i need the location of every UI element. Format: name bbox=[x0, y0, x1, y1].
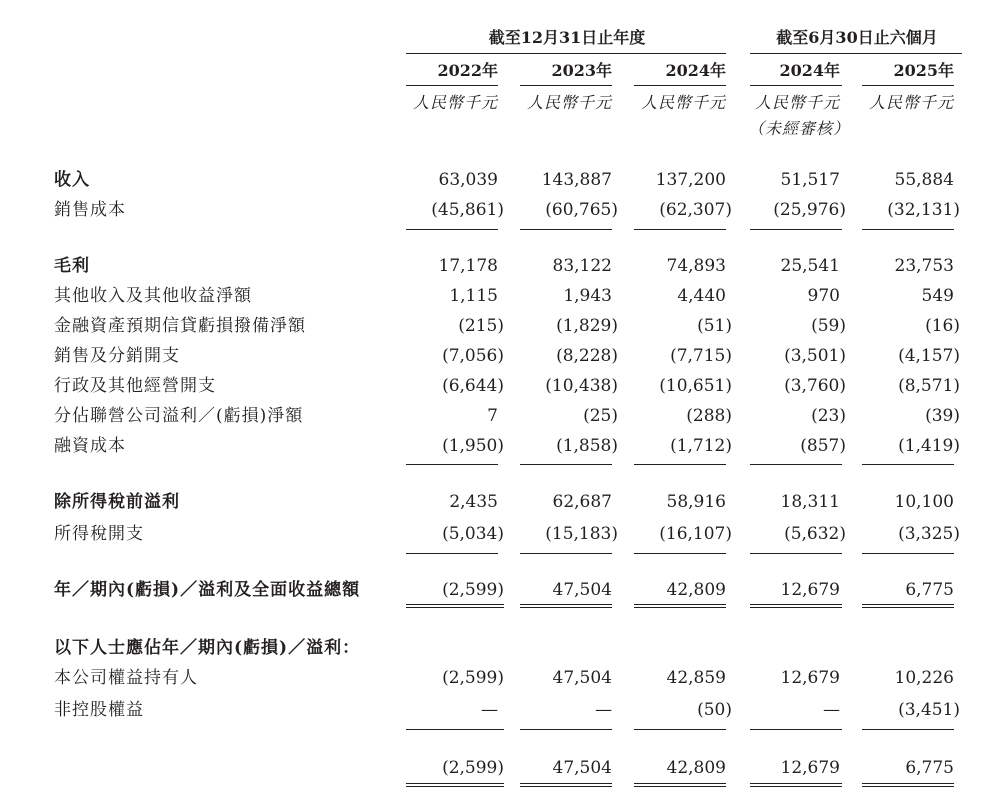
cell-finance-costs-h1-2024: (857) bbox=[800, 436, 846, 456]
year-header-col3: 2024年 bbox=[665, 61, 726, 80]
cell-total-comprehensive-income-2022: (2,599) bbox=[442, 580, 504, 600]
cell-finance-costs-h1-2025: (1,419) bbox=[898, 436, 960, 456]
column-group-year-ended-header: 截至12月31日止年度 bbox=[488, 28, 646, 47]
cell-cost-of-sales-2023: (60,765) bbox=[545, 200, 618, 220]
cell-share-of-associates-h1-2025: (39) bbox=[925, 406, 960, 426]
cell-income-tax-2022: (5,034) bbox=[442, 524, 504, 544]
double-underline-col3 bbox=[634, 607, 726, 608]
cell-owners-of-company-h1-2025: 10,226 bbox=[894, 668, 954, 688]
cell-selling-expenses-h1-2024: (3,501) bbox=[784, 346, 846, 366]
double-underline-col1 bbox=[406, 783, 504, 784]
year-header-col5: 2025年 bbox=[893, 61, 954, 80]
subtotal-line-col4 bbox=[750, 729, 842, 730]
subtotal-line-col5 bbox=[862, 729, 954, 730]
cell-revenue-h1-2024: 51,517 bbox=[780, 170, 840, 190]
cell-owners-of-company-2023: 47,504 bbox=[552, 668, 612, 688]
double-underline-col4 bbox=[750, 783, 842, 784]
cell-owners-of-company-2022: (2,599) bbox=[442, 668, 504, 688]
row-label-admin-expenses: 行政及其他經營開支 bbox=[54, 376, 216, 396]
subtotal-line-col3 bbox=[634, 229, 726, 230]
cell-total-comprehensive-income-2023: 47,504 bbox=[552, 580, 612, 600]
cell-income-tax-h1-2025: (3,325) bbox=[898, 524, 960, 544]
cell-ecl-provision-2022: (215) bbox=[458, 316, 504, 336]
row-label-income-tax: 所得稅開支 bbox=[54, 524, 144, 544]
year-underline-col2 bbox=[520, 85, 612, 86]
cell-revenue-2023: 143,887 bbox=[541, 170, 612, 190]
cell-admin-expenses-2024: (10,651) bbox=[659, 376, 732, 396]
subtotal-line-col3 bbox=[634, 464, 726, 465]
cell-cost-of-sales-2024: (62,307) bbox=[659, 200, 732, 220]
cell-selling-expenses-h1-2025: (4,157) bbox=[898, 346, 960, 366]
cell-share-of-associates-2022: 7 bbox=[487, 406, 498, 426]
cell-attributable-total-2024: 42,809 bbox=[666, 758, 726, 778]
cell-total-comprehensive-income-2024: 42,809 bbox=[666, 580, 726, 600]
cell-gross-profit-h1-2024: 25,541 bbox=[780, 256, 840, 276]
year-underline-col5 bbox=[862, 85, 954, 86]
cell-admin-expenses-h1-2024: (3,760) bbox=[784, 376, 846, 396]
row-label-ecl-provision: 金融資產預期信貸虧損撥備淨額 bbox=[54, 316, 306, 336]
cell-profit-before-tax-2024: 58,916 bbox=[666, 492, 726, 512]
year-underline-col4 bbox=[750, 85, 842, 86]
cell-owners-of-company-2024: 42,859 bbox=[666, 668, 726, 688]
cell-profit-before-tax-2022: 2,435 bbox=[449, 492, 498, 512]
cell-gross-profit-2023: 83,122 bbox=[552, 256, 612, 276]
subtotal-line-col1 bbox=[406, 729, 504, 730]
double-underline-col4 bbox=[750, 604, 842, 605]
cell-attributable-total-2023: 47,504 bbox=[552, 758, 612, 778]
unit-header-col2: 人民幣千元 bbox=[526, 93, 612, 112]
subtotal-line-col3 bbox=[634, 553, 726, 554]
row-label-attributable-to: 以下人士應佔年／期內(虧損)／溢利： bbox=[54, 638, 361, 658]
year-header-col2: 2023年 bbox=[551, 61, 612, 80]
unit-header-col3: 人民幣千元 bbox=[640, 93, 726, 112]
cell-income-tax-2023: (15,183) bbox=[545, 524, 618, 544]
cell-gross-profit-2024: 74,893 bbox=[666, 256, 726, 276]
cell-selling-expenses-2024: (7,715) bbox=[670, 346, 732, 366]
cell-cost-of-sales-h1-2024: (25,976) bbox=[773, 200, 846, 220]
cell-attributable-total-h1-2025: 6,775 bbox=[905, 758, 954, 778]
cell-share-of-associates-h1-2024: (23) bbox=[811, 406, 846, 426]
year-underline-col1 bbox=[406, 85, 498, 86]
cell-admin-expenses-2023: (10,438) bbox=[545, 376, 618, 396]
cell-other-income-h1-2024: 970 bbox=[807, 286, 840, 306]
cell-gross-profit-h1-2025: 23,753 bbox=[894, 256, 954, 276]
cell-finance-costs-2024: (1,712) bbox=[670, 436, 732, 456]
cell-finance-costs-2023: (1,858) bbox=[556, 436, 618, 456]
unit-header-col1: 人民幣千元 bbox=[412, 93, 498, 112]
cell-ecl-provision-h1-2025: (16) bbox=[925, 316, 960, 336]
year-underline-col3 bbox=[634, 85, 726, 86]
subtotal-line-col2 bbox=[520, 464, 612, 465]
cell-revenue-2024: 137,200 bbox=[655, 170, 726, 190]
double-underline-col1 bbox=[406, 607, 504, 608]
double-underline-col2 bbox=[520, 783, 612, 784]
cell-non-controlling-interests-2024: (50) bbox=[697, 700, 732, 720]
row-label-total-comprehensive-income: 年／期內(虧損)／溢利及全面收益總額 bbox=[54, 580, 361, 600]
cell-total-comprehensive-income-h1-2024: 12,679 bbox=[780, 580, 840, 600]
column-group-six-months-header: 截至6月30日止六個月 bbox=[776, 28, 938, 47]
row-label-share-of-associates: 分佔聯營公司溢利／(虧損)淨額 bbox=[54, 406, 304, 426]
double-underline-col3 bbox=[634, 783, 726, 784]
subtotal-line-col4 bbox=[750, 464, 842, 465]
unit-header-col4: 人民幣千元 bbox=[754, 93, 840, 112]
cell-attributable-total-2022: (2,599) bbox=[442, 758, 504, 778]
cell-owners-of-company-h1-2024: 12,679 bbox=[780, 668, 840, 688]
year-header-col1: 2022年 bbox=[437, 61, 498, 80]
subtotal-line-col5 bbox=[862, 229, 954, 230]
cell-cost-of-sales-2022: (45,861) bbox=[431, 200, 504, 220]
subtotal-line-col4 bbox=[750, 553, 842, 554]
subtotal-line-col2 bbox=[520, 553, 612, 554]
cell-revenue-h1-2025: 55,884 bbox=[894, 170, 954, 190]
cell-non-controlling-interests-2023: — bbox=[595, 700, 612, 720]
row-label-non-controlling-interests: 非控股權益 bbox=[54, 700, 144, 720]
double-underline-col3 bbox=[634, 604, 726, 605]
double-underline-col5 bbox=[862, 607, 954, 608]
cell-share-of-associates-2023: (25) bbox=[583, 406, 618, 426]
row-label-profit-before-tax: 除所得稅前溢利 bbox=[54, 492, 180, 512]
subtotal-line-col1 bbox=[406, 553, 498, 554]
cell-selling-expenses-2022: (7,056) bbox=[442, 346, 504, 366]
subtotal-line-col4 bbox=[750, 229, 842, 230]
year-header-col4: 2024年 bbox=[779, 61, 840, 80]
subtotal-line-col1 bbox=[406, 464, 498, 465]
unit-header-col5: 人民幣千元 bbox=[868, 93, 954, 112]
double-underline-col2 bbox=[520, 786, 612, 787]
cell-admin-expenses-2022: (6,644) bbox=[442, 376, 504, 396]
subtotal-line-col5 bbox=[862, 553, 954, 554]
double-underline-col1 bbox=[406, 604, 504, 605]
cell-ecl-provision-2023: (1,829) bbox=[556, 316, 618, 336]
row-label-gross-profit: 毛利 bbox=[54, 256, 90, 276]
cell-income-tax-h1-2024: (5,632) bbox=[784, 524, 846, 544]
double-underline-col5 bbox=[862, 786, 954, 787]
cell-ecl-provision-2024: (51) bbox=[697, 316, 732, 336]
double-underline-col4 bbox=[750, 607, 842, 608]
cell-finance-costs-2022: (1,950) bbox=[442, 436, 504, 456]
cell-revenue-2022: 63,039 bbox=[438, 170, 498, 190]
row-label-cost-of-sales: 銷售成本 bbox=[54, 200, 126, 220]
cell-other-income-2023: 1,943 bbox=[563, 286, 612, 306]
row-label-selling-expenses: 銷售及分銷開支 bbox=[54, 346, 180, 366]
cell-attributable-total-h1-2024: 12,679 bbox=[780, 758, 840, 778]
group2-underline bbox=[750, 53, 962, 54]
cell-cost-of-sales-h1-2025: (32,131) bbox=[887, 200, 960, 220]
row-label-other-income: 其他收入及其他收益淨額 bbox=[54, 286, 252, 306]
cell-share-of-associates-2024: (288) bbox=[686, 406, 732, 426]
cell-selling-expenses-2023: (8,228) bbox=[556, 346, 618, 366]
cell-non-controlling-interests-2022: — bbox=[481, 700, 498, 720]
subtotal-line-col2 bbox=[520, 229, 612, 230]
double-underline-col5 bbox=[862, 783, 954, 784]
group1-underline bbox=[406, 53, 726, 54]
cell-other-income-h1-2025: 549 bbox=[921, 286, 954, 306]
unaudited-note: （未經審核） bbox=[748, 119, 851, 138]
row-label-owners-of-company: 本公司權益持有人 bbox=[54, 668, 198, 688]
cell-profit-before-tax-h1-2025: 10,100 bbox=[894, 492, 954, 512]
cell-non-controlling-interests-h1-2024: — bbox=[823, 700, 840, 720]
cell-ecl-provision-h1-2024: (59) bbox=[811, 316, 846, 336]
subtotal-line-col5 bbox=[862, 464, 954, 465]
subtotal-line-col1 bbox=[406, 229, 498, 230]
subtotal-line-col3 bbox=[634, 729, 726, 730]
cell-non-controlling-interests-h1-2025: (3,451) bbox=[898, 700, 960, 720]
row-label-revenue: 收入 bbox=[54, 170, 90, 190]
cell-profit-before-tax-2023: 62,687 bbox=[552, 492, 612, 512]
row-label-finance-costs: 融資成本 bbox=[54, 436, 126, 456]
double-underline-col5 bbox=[862, 604, 954, 605]
cell-profit-before-tax-h1-2024: 18,311 bbox=[780, 492, 840, 512]
double-underline-col2 bbox=[520, 607, 612, 608]
cell-other-income-2022: 1,115 bbox=[449, 286, 498, 306]
double-underline-col4 bbox=[750, 786, 842, 787]
cell-gross-profit-2022: 17,178 bbox=[438, 256, 498, 276]
cell-other-income-2024: 4,440 bbox=[677, 286, 726, 306]
double-underline-col1 bbox=[406, 786, 504, 787]
cell-income-tax-2024: (16,107) bbox=[659, 524, 732, 544]
cell-admin-expenses-h1-2025: (8,571) bbox=[898, 376, 960, 396]
double-underline-col2 bbox=[520, 604, 612, 605]
cell-total-comprehensive-income-h1-2025: 6,775 bbox=[905, 580, 954, 600]
subtotal-line-col2 bbox=[520, 729, 612, 730]
double-underline-col3 bbox=[634, 786, 726, 787]
